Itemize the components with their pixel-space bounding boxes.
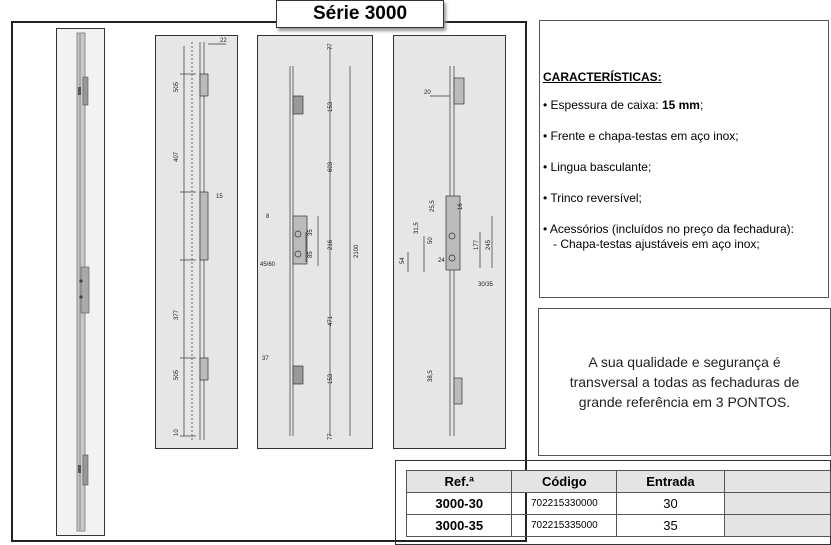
dim4-h: 54 [400, 257, 406, 264]
characteristic-item: • Trinco reversível; [543, 191, 642, 205]
table-row [407, 515, 831, 537]
cell-entrada: 30 [617, 493, 725, 515]
characteristic-item: • Espessura de caixa: 15 mm; [543, 98, 704, 112]
dim3-b: 603 [328, 161, 334, 172]
characteristic-item: • Lingua basculante; [543, 160, 652, 174]
cell-empty [724, 493, 830, 515]
dim3-bottom: 77 [328, 433, 334, 440]
dim-d: 505 [174, 369, 180, 380]
drawing-front-view [155, 35, 238, 449]
reference-table [406, 470, 831, 537]
table-row [407, 493, 831, 515]
dim4-k: 38,5 [428, 370, 434, 382]
cell-ref: 3000-30 [407, 493, 512, 515]
characteristics-box [539, 20, 829, 298]
dim3-side2: 45/60 [260, 262, 276, 268]
detail-view-svg [394, 36, 505, 448]
characteristic-item: • Acessórios (incluídos no preço da fechadura): [543, 222, 795, 236]
dim3-f: 471 [328, 315, 334, 326]
dim-bottom: 10 [174, 429, 180, 436]
dim-c: 377 [174, 309, 180, 320]
dim3-g: 153 [328, 373, 334, 384]
characteristics-heading: CARACTERÍSTICAS: [543, 70, 662, 84]
dim3-total: 2100 [354, 244, 360, 258]
dim-a: 505 [174, 81, 180, 92]
dim4-c: 16 [458, 203, 464, 210]
dim4-e: 50 [428, 237, 434, 244]
dim3-e: 35 [308, 229, 314, 236]
cell-code: 702215330000 [512, 493, 617, 515]
col-header-entrada: Entrada [617, 471, 725, 493]
dim4-i: 24 [438, 258, 445, 264]
col-header-empty [724, 471, 830, 493]
dim3-top: 77 [328, 43, 334, 50]
col-header-code: Código [512, 471, 617, 493]
dim3-side1: 8 [266, 214, 270, 220]
dim3-side3: 37 [262, 356, 269, 362]
lock-photo [56, 28, 105, 536]
drawing-side-view [257, 35, 373, 449]
front-view-svg [156, 36, 237, 448]
dim3-d: 85 [308, 251, 314, 258]
characteristic-subitem: - Chapa-testas ajustáveis em aço inox; [553, 237, 760, 251]
cell-code: 702215335000 [512, 515, 617, 537]
dim4-j: 30/35 [478, 282, 494, 288]
drawing-detail-view [393, 35, 506, 449]
dim-b: 407 [174, 151, 180, 162]
cell-empty [724, 515, 830, 537]
dim3-c: 216 [328, 239, 334, 250]
series-title: Série 3000 [276, 0, 444, 28]
table-header-row [407, 471, 831, 493]
dim-top: 22 [220, 38, 227, 44]
cell-entrada: 35 [617, 515, 725, 537]
quality-statement: A sua qualidade e segurança é transversal a todas as fechaduras de grande referência em 3 PONTOS. [538, 308, 831, 456]
side-view-svg [258, 36, 372, 448]
dim4-d: 31,5 [414, 222, 420, 234]
lock-photo-illustration [57, 29, 104, 535]
dim3-a: 153 [328, 101, 334, 112]
dim-side: 15 [216, 194, 223, 200]
dim4-a: 20 [424, 90, 431, 96]
cell-ref: 3000-35 [407, 515, 512, 537]
dim4-b: 25,5 [430, 200, 436, 212]
dim4-g: 245 [486, 239, 492, 250]
characteristic-item: • Frente e chapa-testas em aço inox; [543, 129, 739, 143]
dim4-f: 177 [474, 239, 480, 250]
col-header-ref: Ref.ª [407, 471, 512, 493]
